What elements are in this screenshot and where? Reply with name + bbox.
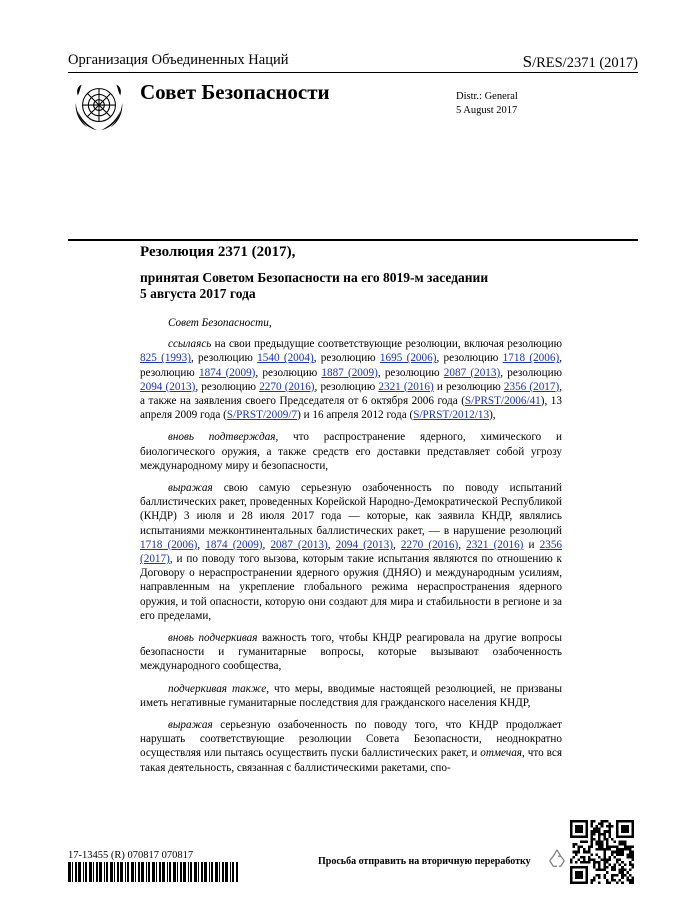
paragraph-lead: ссылаясь <box>168 338 212 351</box>
link-resolution-825[interactable]: 825 (1993) <box>140 352 191 365</box>
text: , резолюцию <box>140 352 562 379</box>
paragraph-recalling <box>140 337 562 422</box>
paragraph-lead: выражая <box>168 719 213 732</box>
link-resolution-2087[interactable]: 2087 (2013) <box>443 366 501 379</box>
link-resolution-2094[interactable]: 2094 (2013) <box>335 538 393 551</box>
symbol-prefix: S <box>522 52 533 71</box>
link-resolution-2270[interactable]: 2270 (2016) <box>259 380 315 393</box>
text: , и по поводу того вызова, которым такие испытания являются по отношению к Договору о нераспространении ядерного оружия (ДНЯО) и международным усилиям, направленным на укрепление глобального режима нераспространения ядерного оружия, и той опасности, которую они создают для мира и стабильности в регионе и за его пределами, <box>140 553 562 622</box>
text: , что меры, вводимые настоящей резолюцией, не призваны иметь негативные гуманитарные последствия для гражданского населения КНДР, <box>140 682 563 709</box>
text: , резолюцию <box>377 366 444 379</box>
document-number: 17-13455 (R) 070817 070817 <box>68 850 194 861</box>
text: , что распространение ядерного, химического и биологического оружия, а также средств его доставки представляет собой угрозу международному миру и безопасности, <box>140 431 562 472</box>
text: , <box>327 538 336 551</box>
link-resolution-2087[interactable]: 2087 (2013) <box>270 538 328 551</box>
text: , резолюцию <box>313 352 380 365</box>
link-prst-2012-13[interactable]: S/PRST/2012/13 <box>413 409 490 422</box>
resolution-body <box>140 316 562 783</box>
text: , <box>458 538 467 551</box>
recycle-notice: Просьба отправить на вторичную переработку <box>318 856 531 867</box>
organization-name: Организация Объединенных Наций <box>68 52 289 68</box>
paragraph-addressee <box>140 316 562 330</box>
addressee: Совет Безопасности, <box>168 317 272 329</box>
resolution-title: Резолюция 2371 (2017), <box>140 244 296 260</box>
link-resolution-2094[interactable]: 2094 (2013) <box>140 380 196 393</box>
link-resolution-1887[interactable]: 1887 (2009) <box>321 366 378 379</box>
text: , <box>392 538 401 551</box>
un-emblem-icon <box>70 78 128 136</box>
barcode-icon <box>68 862 238 882</box>
header-rule <box>68 72 638 73</box>
text: , <box>262 538 271 551</box>
link-resolution-2321[interactable]: 2321 (2016) <box>466 538 524 551</box>
paragraph-lead: вновь подтверждая <box>168 431 276 444</box>
text: ), 13 апреля 2009 года ( <box>140 395 562 422</box>
paragraph-lead: вновь подчеркивая <box>168 632 258 645</box>
text: , что вся такая деятельность, связанная с баллистическими ракетами, спо- <box>140 747 562 774</box>
text: , а также на заявления своего Председателя от 6 октября 2006 года ( <box>140 380 563 408</box>
link-prst-2009-7[interactable]: S/PRST/2009/7 <box>226 409 298 422</box>
text: , <box>197 538 206 551</box>
text: ) и 16 апреля 2012 года ( <box>297 409 414 422</box>
text: ), <box>489 409 496 422</box>
text: , резолюцию <box>195 380 260 393</box>
issue-date: 5 August 2017 <box>456 105 518 116</box>
text: , резолюцию <box>500 366 562 379</box>
link-resolution-1874[interactable]: 1874 (2009) <box>198 366 256 379</box>
link-resolution-1540[interactable]: 1540 (2004) <box>257 352 314 365</box>
distribution-block <box>456 90 518 118</box>
link-resolution-1695[interactable]: 1695 (2006) <box>379 352 437 365</box>
link-resolution-2356[interactable]: 2356 (2017) <box>140 538 562 566</box>
text: свою самую серьезную озабоченность по поводу испытаний баллистических ракет, проведенных Корейской Народно-Демократической Республикой (КНДР) 3 июля и 28 июля 2017 года — которые, как заявила КНДР, являлись испытаниями межконтинентальных баллистических ракет, — в нарушение резолюций <box>140 482 562 537</box>
document-symbol <box>523 52 638 72</box>
paragraph-underlining <box>140 631 562 674</box>
paragraph-lead: выражая <box>168 482 213 495</box>
text: , резолюцию <box>255 366 322 379</box>
text: важность того, чтобы КНДР реагировала на другие вопросы безопасности и гуманитарные вопросы, которые вызывают озабоченность международного сообщества, <box>140 632 562 673</box>
link-resolution-1874[interactable]: 1874 (2009) <box>205 538 263 551</box>
text: и резолюцию <box>433 380 504 393</box>
adoption-line-2: 5 августа 2017 года <box>140 286 256 301</box>
link-resolution-1718[interactable]: 1718 (2006) <box>140 538 198 551</box>
text: и <box>523 538 540 551</box>
link-resolution-2270[interactable]: 2270 (2016) <box>400 538 459 551</box>
text: , резолюцию <box>190 352 258 365</box>
link-prst-2006-41[interactable]: S/PRST/2006/41 <box>464 395 541 408</box>
paragraph-lead: подчеркивая также <box>168 682 267 695</box>
symbol-number: /RES/2371 (2017) <box>532 55 638 71</box>
paragraph-expressing <box>140 481 562 623</box>
resolution-adoption <box>140 270 570 302</box>
recycle-icon <box>546 846 568 870</box>
link-resolution-2356[interactable]: 2356 (2017) <box>503 380 560 393</box>
text: на свои предыдущие соответствующие резолюции, включая резолюцию <box>211 338 562 351</box>
title-rule <box>68 239 638 241</box>
qr-code-icon <box>570 820 634 884</box>
paragraph-emphasizing <box>140 682 562 710</box>
text: , резолюцию <box>436 352 503 365</box>
paragraph-concern <box>140 718 562 775</box>
distribution-label: Distr.: General <box>456 91 518 102</box>
link-resolution-1718[interactable]: 1718 (2006) <box>502 352 560 365</box>
adoption-line-1: принятая Советом Безопасности на его 8019-м заседании <box>140 270 489 285</box>
paragraph-reaffirming <box>140 430 562 473</box>
text: , резолюцию <box>314 380 379 393</box>
paragraph-lead-2: отмечая <box>480 747 522 760</box>
council-name: Совет Безопасности <box>140 80 330 104</box>
link-resolution-2321[interactable]: 2321 (2016) <box>378 380 434 393</box>
text: серьезную озабоченность по поводу того, что КНДР продолжает нарушать соответствующие резолюции Совета Безопасности, неоднократно осуществляя или пытаясь осуществить пуски баллистических ракет, и <box>140 719 562 760</box>
